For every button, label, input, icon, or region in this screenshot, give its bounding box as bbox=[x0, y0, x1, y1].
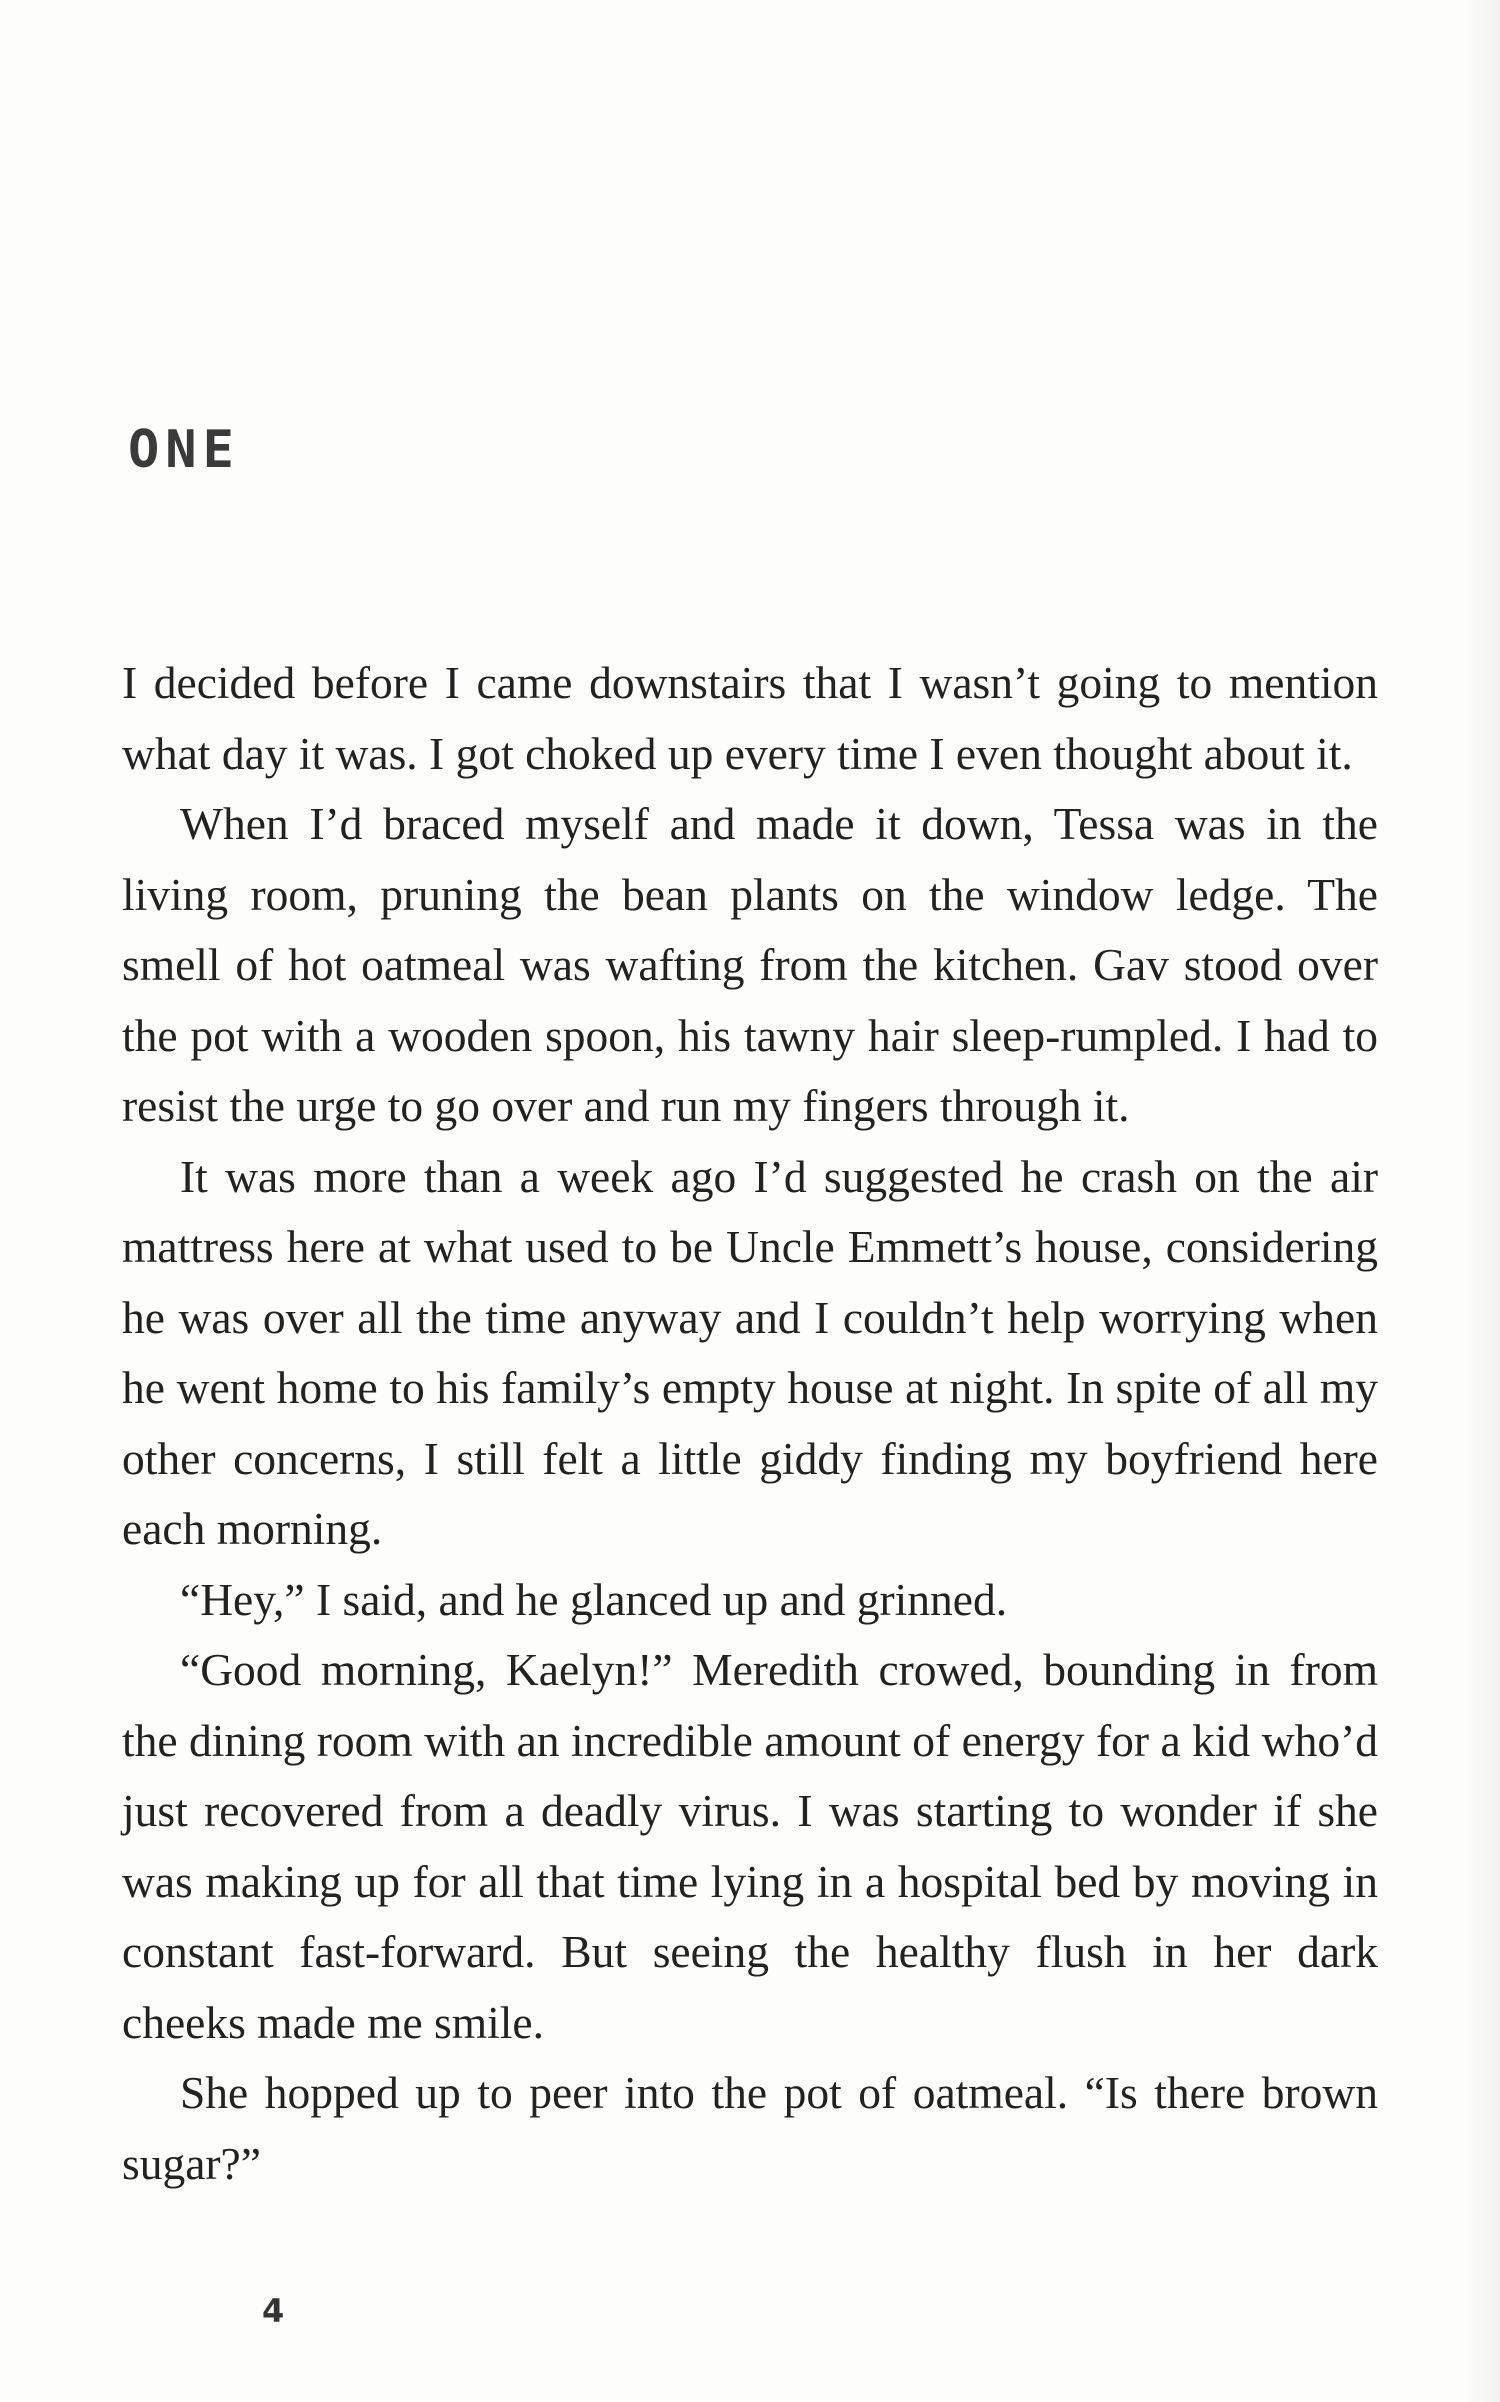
paragraph: She hopped up to peer into the pot of oatmeal. “Is there brown sugar?” bbox=[122, 2067, 1378, 2189]
paragraph: It was more than a week ago I’d suggested he crash on the air mattress here at what used to be Uncle Emmett’s house, considering he was over all the time anyway and I couldn’t help worrying when he went home to his family’s empty house at night. In spite of all my other concerns, I still felt a little giddy finding my boyfriend here each morning. bbox=[122, 1150, 1378, 1554]
page-number: 4 bbox=[262, 2292, 285, 2330]
page-edge-shadow bbox=[1464, 0, 1500, 2402]
chapter-body bbox=[122, 648, 1378, 2199]
paragraph: “Hey,” I said, and he glanced up and grinned. bbox=[180, 1573, 1008, 1625]
paragraph: “Good morning, Kaelyn!” Meredith crowed, bounding in from the dining room with an incredible amount of energy for a kid who’d just recovered from a deadly virus. I was starting to wonder if she was making up for all that time lying in a hospital bed by moving in constant fast-forward. But seeing the healthy flush in her dark cheeks made me smile. bbox=[122, 1644, 1378, 2048]
chapter-heading: ONE bbox=[128, 420, 240, 480]
paragraph: I decided before I came downstairs that I wasn’t going to mention what day it was. I got choked up every time I even thought about it. bbox=[122, 657, 1378, 779]
paragraph: When I’d braced myself and made it down, Tessa was in the living room, pruning the bean plants on the window ledge. The smell of hot oatmeal was wafting from the kitchen. Gav stood over the pot with a wooden spoon, his tawny hair sleep-rumpled. I had to resist the urge to go over and run my fingers through it. bbox=[122, 798, 1378, 1131]
